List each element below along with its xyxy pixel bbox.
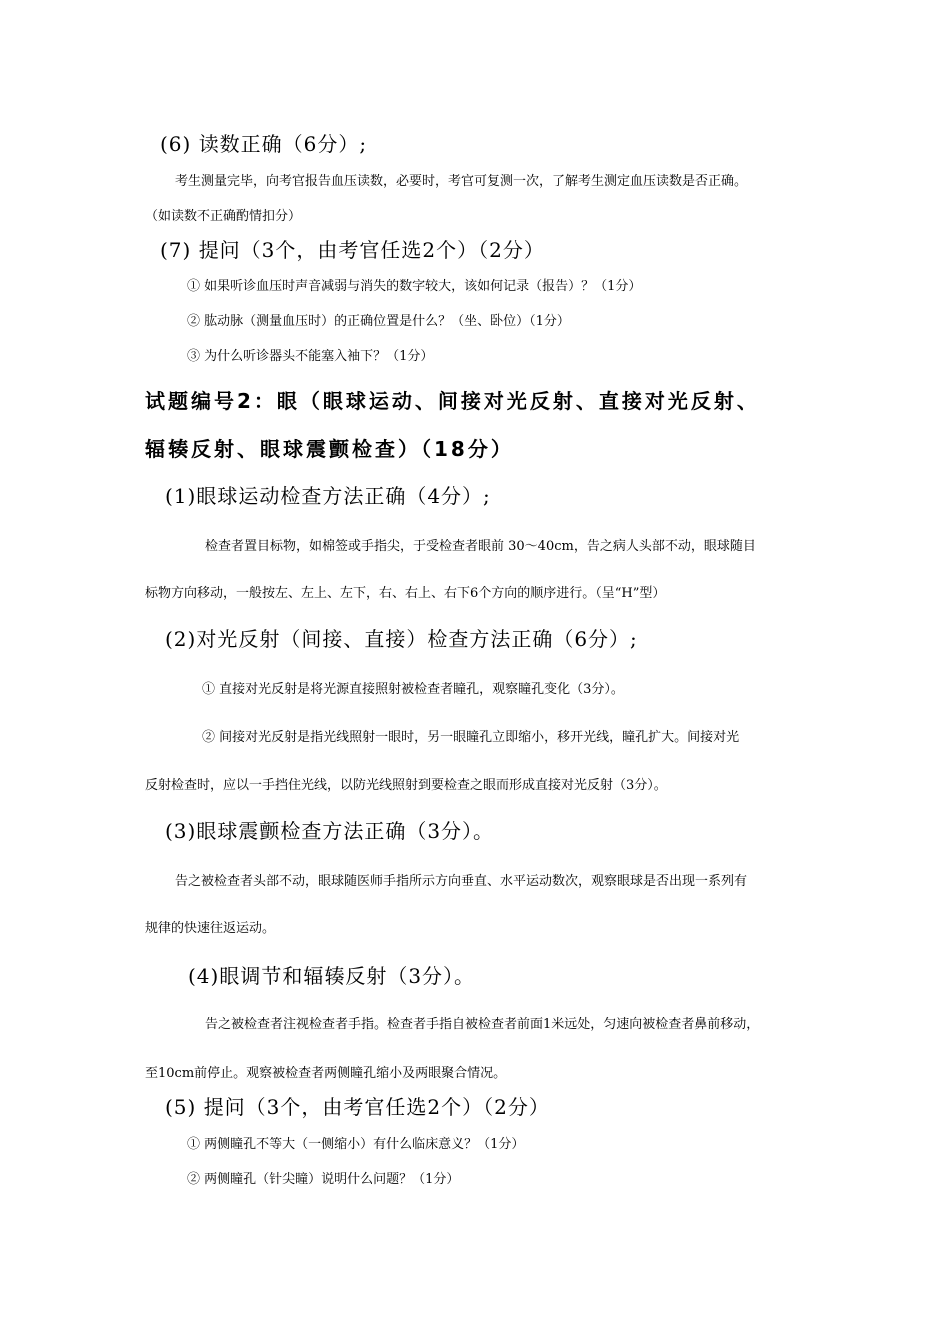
part-5-question-1: ① 两侧瞳孔不等大（一侧缩小）有什么临床意义？（1分） [187, 1137, 525, 1152]
section-7-question-3: ③ 为什么听诊器头不能塞入袖下？（1分） [187, 349, 434, 364]
exam-2-title-line-1: 试题编号2：眼（眼球运动、间接对光反射、直接对光反射、 [145, 389, 760, 413]
section-6-paragraph: 考生测量完毕，向考官报告血压读数，必要时，考官可复测一次，了解考生测定血压读数是否正确。 [175, 174, 748, 189]
part-3-heading: (3)眼球震颤检查方法正确（3分）。 [165, 819, 495, 843]
exam-2-title-line-2: 辐辏反射、眼球震颤检查）（18分） [145, 437, 514, 461]
part-4-line-2: 至10cm前停止。观察被检查者两侧瞳孔缩小及两眼聚合情况。 [145, 1066, 507, 1081]
part-5-heading: (5) 提问（3个，由考官任选2个）（2分） [165, 1095, 550, 1119]
part-2-line-2: ② 间接对光反射是指光线照射一眼时，另一眼瞳孔立即缩小，移开光线，瞳孔扩大。间接对光 [202, 730, 740, 745]
part-2-line-3: 反射检查时，应以一手挡住光线，以防光线照射到要检查之眼而形成直接对光反射（3分）。 [145, 778, 667, 793]
part-3-line-2: 规律的快速往返运动。 [145, 921, 276, 936]
section-7-question-2: ② 肱动脉（测量血压时）的正确位置是什么？（坐、卧位）（1分） [187, 314, 570, 329]
part-3-line-1: 告之被检查者头部不动，眼球随医师手指所示方向垂直、水平运动数次，观察眼球是否出现一系列有 [175, 874, 748, 889]
part-4-line-1: 告之被检查者注视检查者手指。检查者手指自被检查者前面1米远处，匀速向被检查者鼻前移动， [205, 1017, 760, 1032]
section-7-question-1: ① 如果听诊血压时声音减弱与消失的数字较大，该如何记录（报告）？（1分） [187, 279, 642, 294]
part-2-line-1: ① 直接对光反射是将光源直接照射被检查者瞳孔，观察瞳孔变化（3分）。 [202, 682, 624, 697]
part-1-line-1: 检查者置目标物，如棉签或手指尖，于受检查者眼前 30～40cm，告之病人头部不动，眼球随目 [205, 539, 756, 554]
section-6-heading: (6) 读数正确（6分）; [160, 132, 368, 156]
part-4-heading: (4)眼调节和辐辏反射（3分）。 [188, 964, 476, 988]
part-1-line-2: 标物方向移动，一般按左、左上、左下，右、右上、右下6个方向的顺序进行。（呈“H”型） [145, 586, 666, 601]
part-2-heading: (2)对光反射（间接、直接）检查方法正确（6分）; [165, 627, 638, 651]
section-7-heading: (7) 提问（3个，由考官任选2个）（2分） [160, 238, 545, 262]
section-6-note: （如读数不正确酌情扣分） [145, 209, 302, 224]
part-1-heading: (1)眼球运动检查方法正确（4分）; [165, 484, 491, 508]
part-5-question-2: ② 两侧瞳孔（针尖瞳）说明什么问题？（1分） [187, 1172, 460, 1187]
